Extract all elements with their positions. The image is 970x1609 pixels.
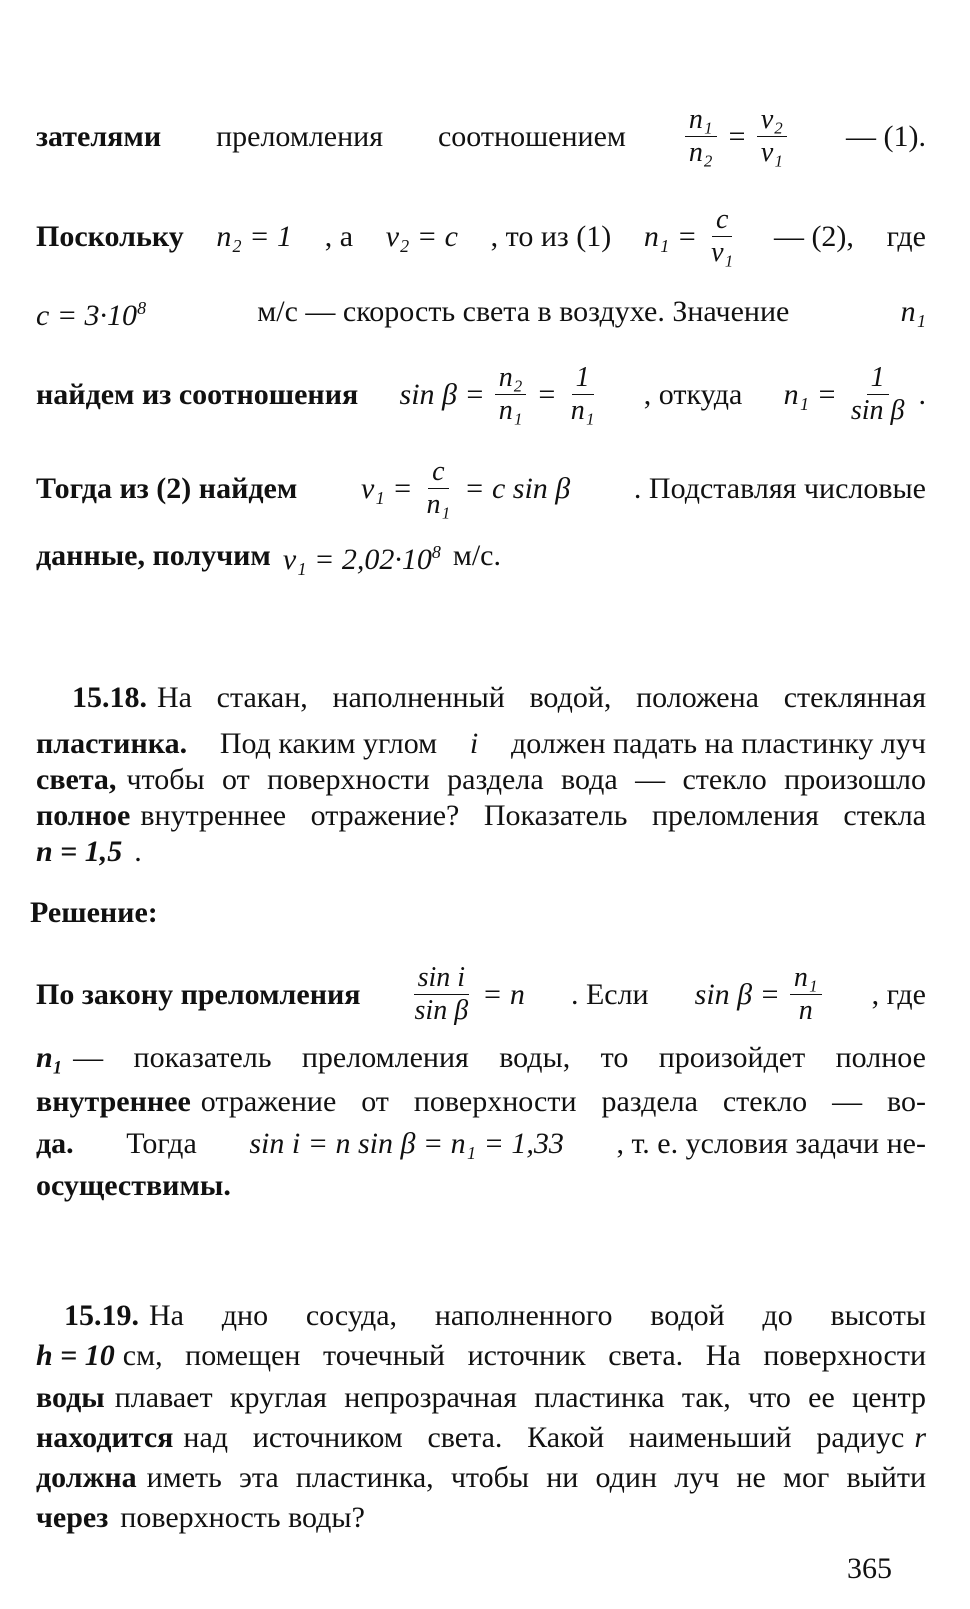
ratio-formula: $\frac{\text{n₁}}{\text{n₂}}$ = $\frac{\text{v₂}}{\text{v₁}}$ (681, 104, 791, 169)
formula: sin β = $\frac{\text{n₁}}{n}$ (695, 962, 826, 1027)
fraction: $\frac{1}{\text{n₁}}$ (570, 362, 595, 426)
formula: n₁ = $\frac{c}{\text{v₁}}$ (644, 204, 741, 269)
problem-15-19-line-5: должна иметь эта пластинка, чтобы ни один луч не мог выйти (36, 1461, 926, 1494)
fraction: $\frac{\text{n₁}}{\text{n₂}}$ (685, 104, 717, 169)
problem-15-18-line-2: пластинка. Под каким углом i должен падать на пластинку луч (36, 727, 926, 760)
fraction: $\frac{c}{\text{v₁}}$ (711, 204, 734, 268)
problem-15-19-line-2: h = 10 см, помещен точечный источник света. На поверхности (36, 1339, 926, 1372)
problem-15-18-line-1: 15.18. На стакан, наполненный водой, положена стеклянная (72, 678, 926, 718)
fraction: $\frac{\text{v₂}}{\text{v₁}}$ (757, 104, 787, 169)
fraction: $\frac{\text{n₂}}{\text{n₁}}$ (495, 362, 527, 427)
solution-line-1: По закону преломления $\frac{\text{sin i}}{\text{sin β}}$ = n . Если sin β = $\frac{\text{n₁}}{n}$ , где (36, 962, 926, 1026)
formula: sin β = $\frac{\text{n₂}}{\text{n₁}}$ = $\frac{1}{\text{n₁}}$ (400, 362, 603, 427)
solution-heading: Решение: (30, 896, 158, 929)
problem-number: 15.19. (64, 1299, 139, 1332)
text-line-3: $c = 3\cdot 10^8$ м/с — скорость света в воздухе. Значение n₁ (36, 295, 926, 332)
fraction: $\frac{\text{sin i}}{\text{sin β}}$ (414, 962, 469, 1026)
word: зателями (36, 119, 162, 153)
solution-line-3: внутреннее отражение от поверхности раздела стекло — во- (36, 1085, 926, 1118)
problem-15-18-line-5: n = 1,5 . (36, 835, 142, 868)
solution-line-2: n₁ — показатель преломления воды, то произойдет полное (36, 1041, 926, 1074)
problem-15-18-line-4: полное внутреннее отражение? Показатель преломления стекла (36, 799, 926, 832)
problem-15-18-line-3: света, чтобы от поверхности раздела вода — стекло произошло (36, 763, 926, 796)
problem-15-19-line-4: находится над источником света. Какой наименьший радиус r (36, 1421, 926, 1454)
text-line-1 (36, 104, 926, 169)
problem-number: 15.18. (72, 681, 147, 714)
text-line-4: найдем из соотношения sin β = $\frac{\text{n₂}}{\text{n₁}}$ = $\frac{1}{\text{n₁}}$ , откуда n₁ = $\frac{1}{\text{sin β}}$ . (36, 362, 926, 426)
formula: $\frac{\text{sin i}}{\text{sin β}}$ = n (407, 962, 525, 1027)
solution-line-5: осуществимы. (36, 1169, 231, 1202)
solution-line-4: да. Тогда sin i = n sin β = n₁ = 1,33 , т. е. условия задачи не- (36, 1127, 926, 1160)
equation-label: — (1). (845, 119, 926, 153)
problem-15-19-line-3: воды плавает круглая непрозрачная пластинка так, что ее центр (36, 1381, 926, 1414)
fraction: $\frac{c}{\text{n₁}}$ (426, 456, 451, 520)
word: соотношением (437, 119, 626, 153)
fraction: $\frac{\text{n₁}}{n}$ (790, 962, 822, 1027)
formula: n₁ = $\frac{1}{\text{sin β}}$ . (783, 362, 926, 426)
page-number: 365 (847, 1552, 892, 1585)
text-line-2: Поскольку n₂ = 1 , а v₂ = c , то из (1) n₁ = $\frac{c}{\text{v₁}}$ — (2), где (36, 204, 926, 268)
text-line-6: данные, получим $v_1 = 2,02\cdot 10^8$ м/с. (36, 539, 501, 576)
word: преломления (216, 119, 384, 153)
problem-15-19-line-1: 15.19. На дно сосуда, наполненного водой до высоты (64, 1296, 926, 1336)
fraction: $\frac{1}{\text{sin β}}$ (850, 362, 905, 426)
formula: v₁ = $\frac{c}{\text{n₁}}$ = c sin β (360, 456, 571, 520)
text-line-5: Тогда из (2) найдем v₁ = $\frac{c}{\text{n₁}}$ = c sin β . Подставляя числовые (36, 456, 926, 520)
problem-15-19-line-6: через поверхность воды? (36, 1501, 365, 1534)
